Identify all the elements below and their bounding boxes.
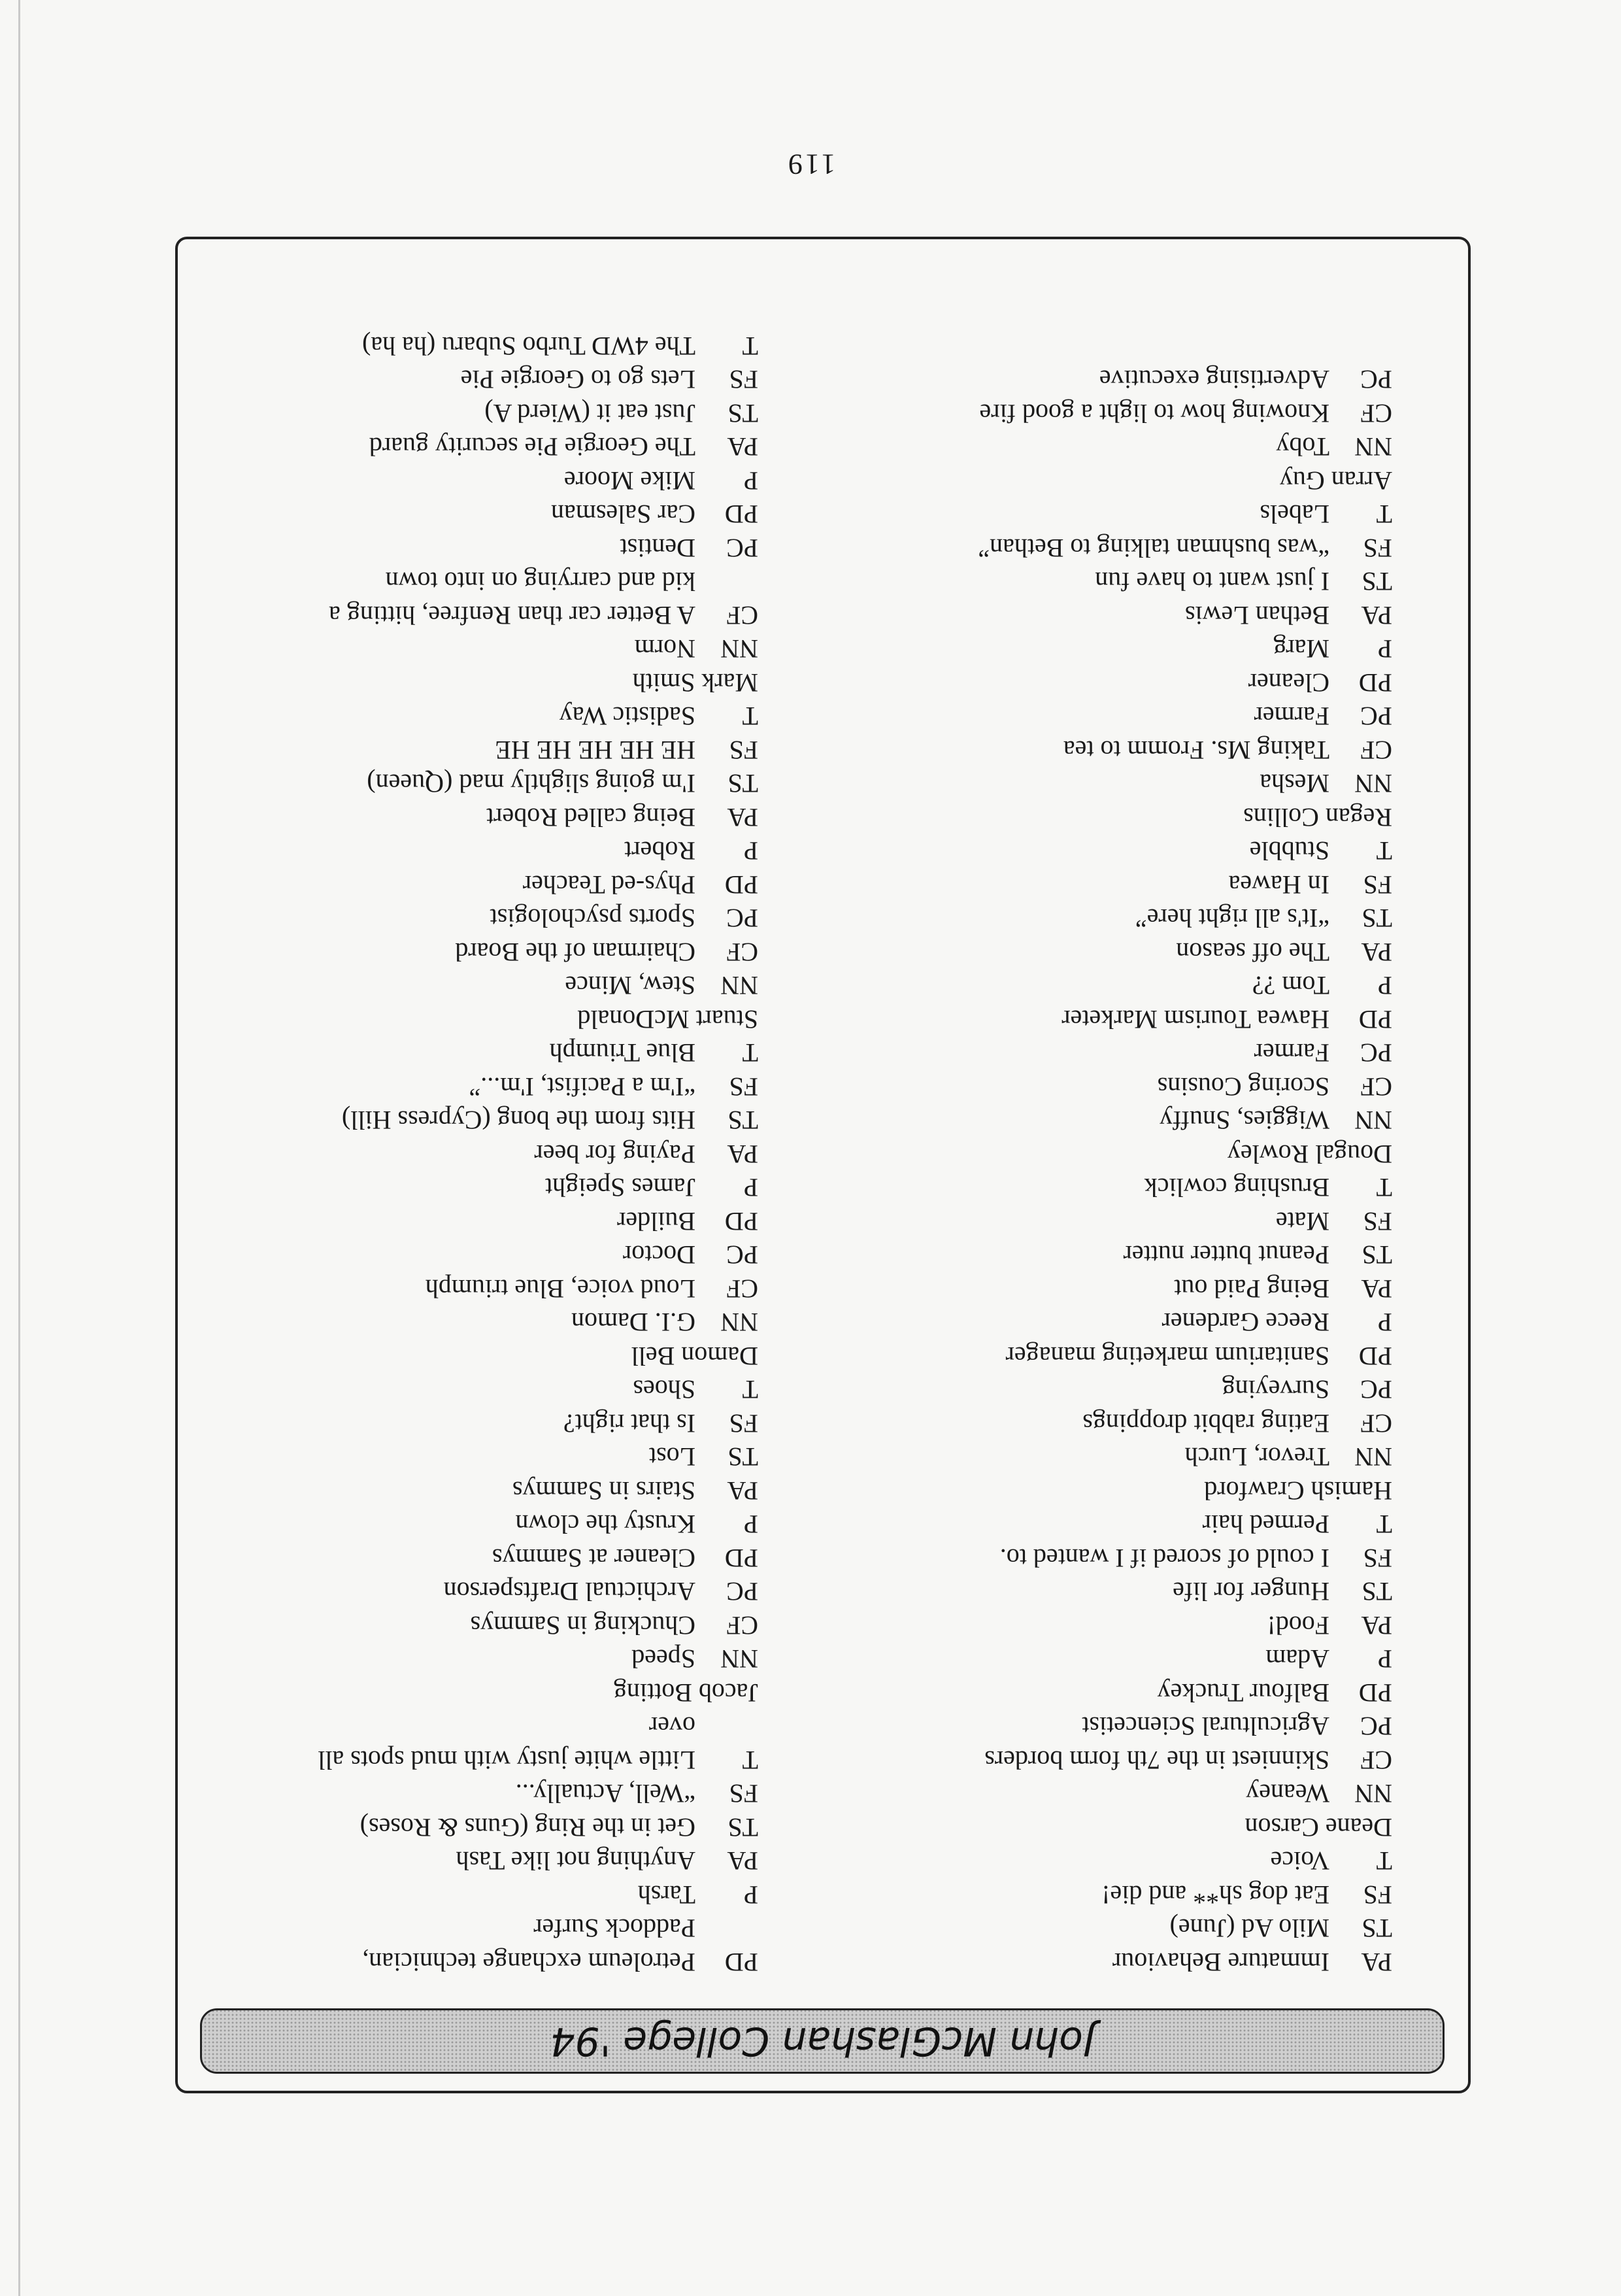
entry-label: P — [1377, 634, 1392, 664]
entry-text: Wiggies, Snuffy — [1160, 1106, 1329, 1136]
entry-label: P — [743, 1173, 758, 1203]
entry-label: T — [742, 1375, 758, 1405]
entry-text: James Speight — [545, 1173, 695, 1203]
entry-text: Chairman of the Board — [455, 937, 695, 967]
entry-row — [784, 1440, 1392, 1474]
entry-row — [784, 1340, 1392, 1374]
entry-row — [784, 1542, 1392, 1576]
entry-text: Lost — [648, 1442, 695, 1472]
entry-text: Reece Gardener — [1161, 1308, 1329, 1338]
entry-label: P — [743, 1510, 758, 1540]
entry-row — [784, 1373, 1392, 1407]
entry-text: Stew, Mince — [565, 971, 695, 1001]
entry-label: T — [742, 701, 758, 732]
entry-text: Adam — [1265, 1644, 1329, 1674]
entry-row — [190, 902, 758, 936]
entry-label: PC — [726, 1577, 758, 1607]
entry-text: Krusty the clown — [515, 1510, 695, 1540]
entry-row — [784, 1036, 1392, 1070]
entry-text-continued: kid and carrying on into town — [385, 567, 695, 597]
entry-text: Just eat it (Wierd A) — [484, 399, 695, 428]
entry-row — [190, 1642, 758, 1676]
entry-label: PD — [1358, 668, 1392, 698]
entry-row — [784, 1844, 1392, 1878]
entry-row — [784, 1070, 1392, 1104]
entry-row — [190, 1171, 758, 1205]
entry-text: Sanitarium marketing manager — [1005, 1342, 1329, 1371]
entry-label: NN — [720, 634, 758, 664]
entry-label: CF — [726, 1611, 758, 1640]
entry-row — [784, 1642, 1392, 1676]
entry-label: TS — [1362, 567, 1392, 597]
entry-label: P — [1377, 1644, 1392, 1674]
entry-row — [190, 1542, 758, 1576]
entry-row — [784, 834, 1392, 868]
entry-row — [784, 1306, 1392, 1340]
entry-row — [784, 1710, 1392, 1744]
student-entry — [190, 1710, 758, 1979]
right-column — [190, 329, 758, 1980]
entry-row — [784, 1777, 1392, 1811]
entry-label: T — [742, 331, 758, 361]
entry-text: The Georgie Pie security guard — [369, 432, 695, 462]
entry-row — [784, 1744, 1392, 1778]
entry-row — [190, 1138, 758, 1172]
entry-label: CF — [726, 601, 758, 630]
entry-text: Robert — [624, 836, 695, 866]
entry-label: PA — [1361, 1948, 1392, 1977]
entry-text: Shoes — [633, 1375, 695, 1405]
entry-row — [784, 565, 1392, 599]
entry-text: HE HE HE HE HE — [495, 735, 695, 765]
entry-text: Trevor, Lurch — [1184, 1442, 1329, 1472]
entry-row — [190, 1575, 758, 1609]
entry-row — [784, 1407, 1392, 1441]
entry-label: TS — [727, 1106, 758, 1136]
student-entry — [190, 700, 758, 1036]
entry-label: PA — [727, 1846, 758, 1876]
entry-row — [784, 632, 1392, 666]
entry-text: Agricultural Sciencetist — [1082, 1712, 1329, 1742]
entry-text: Little white justy with mud spots all — [318, 1746, 695, 1775]
entry-text: Is that right? — [563, 1409, 695, 1438]
student-entry — [784, 363, 1392, 498]
entry-row — [190, 1070, 758, 1104]
entry-row — [784, 498, 1392, 532]
entry-row — [190, 1272, 758, 1306]
entry-text: Bethan Lewis — [1184, 601, 1329, 630]
entry-label: PC — [726, 533, 758, 563]
entry-row — [190, 969, 758, 1003]
entry-text: Hawea Tourism Marketer — [1061, 1005, 1329, 1034]
entry-row — [190, 363, 758, 397]
student-entry — [784, 1844, 1392, 1979]
entry-row — [190, 1811, 758, 1845]
entry-text: Lets go to Georgie Pie — [460, 365, 695, 395]
entry-label: TS — [1362, 903, 1392, 934]
entry-text: Advertising executive — [1099, 365, 1329, 395]
entry-row — [784, 868, 1392, 902]
entry-label: PD — [1358, 1678, 1392, 1708]
entry-label: CF — [1360, 1409, 1392, 1438]
entry-text: Cleaner — [1248, 668, 1329, 698]
entry-text: Immature Behaviour — [1112, 1948, 1329, 1977]
entry-label: NN — [1354, 1442, 1392, 1472]
entry-row — [190, 1238, 758, 1272]
entry-text: Toby — [1276, 432, 1329, 462]
entry-text: Knowing how to light a good fire — [979, 399, 1329, 428]
entry-label: FS — [729, 1779, 758, 1809]
entry-label: PD — [724, 870, 758, 900]
entry-text: “Well, Actually... — [515, 1779, 695, 1809]
entry-label: P — [743, 1880, 758, 1910]
entry-row — [190, 430, 758, 464]
entry-label: FS — [729, 365, 758, 395]
entry-row — [784, 599, 1392, 633]
entry-label: TS — [727, 1442, 758, 1472]
entry-text: Sadistic Way — [559, 701, 695, 732]
entry-row — [784, 700, 1392, 734]
entry-label: TS — [727, 399, 758, 428]
entry-text: A Better car than Renfree, hitting a — [329, 601, 695, 630]
entry-text: Surveying — [1222, 1375, 1329, 1405]
entry-text: In Hawea — [1228, 870, 1329, 900]
entry-row — [784, 1171, 1392, 1205]
entry-row — [784, 430, 1392, 464]
entry-text: Doctor — [622, 1240, 695, 1270]
entry-label: PC — [1360, 1375, 1392, 1405]
entry-label: CF — [726, 1274, 758, 1304]
entry-text: Voice — [1270, 1846, 1329, 1876]
entry-label: PD — [724, 1544, 758, 1573]
entry-row — [190, 329, 758, 363]
entry-text: Tarsh — [637, 1880, 695, 1910]
student-name: Regan Collins — [1243, 803, 1392, 832]
entry-label: PA — [727, 432, 758, 462]
entry-row — [190, 1609, 758, 1643]
entry-row — [784, 363, 1392, 397]
entry-row — [190, 734, 758, 768]
entry-text-continued: over — [648, 1712, 695, 1742]
student-entry — [190, 329, 758, 700]
entry-row — [784, 969, 1392, 1003]
entry-text: Blue Triumph — [549, 1038, 695, 1068]
entry-text: Dentist — [620, 533, 695, 563]
entry-label: NN — [1354, 1779, 1392, 1809]
entry-text: “was bushman talking to Bethan” — [978, 533, 1329, 563]
entry-row — [784, 1609, 1392, 1643]
student-name: Hamish Crawford — [1204, 1476, 1392, 1506]
entry-label: T — [1376, 1173, 1392, 1203]
entry-label: PA — [1361, 1611, 1392, 1640]
entry-label: PC — [726, 903, 758, 934]
entry-row — [784, 666, 1392, 700]
left-column — [784, 363, 1392, 1979]
entry-text: Tom ?? — [1252, 971, 1329, 1001]
entry-text: Marg — [1273, 634, 1329, 664]
entry-label: CF — [1360, 1746, 1392, 1775]
student-entry — [190, 1373, 758, 1710]
entry-label: CF — [1360, 735, 1392, 765]
entry-label: CF — [1360, 399, 1392, 428]
entry-row — [190, 1508, 758, 1542]
entry-label: TS — [1362, 1914, 1392, 1944]
entry-row — [784, 767, 1392, 801]
entry-label: NN — [1354, 432, 1392, 462]
entry-row — [190, 599, 758, 633]
entry-row — [784, 1003, 1392, 1037]
entry-row — [784, 1575, 1392, 1609]
student-name: Jacob Botting — [613, 1678, 758, 1708]
entry-label: T — [1376, 836, 1392, 866]
entry-label: TS — [727, 1813, 758, 1842]
entry-text: Farmer — [1254, 701, 1329, 732]
entry-label: PD — [1358, 1005, 1392, 1034]
entry-row — [190, 767, 758, 801]
title-banner — [200, 2008, 1445, 2074]
entry-label: FS — [729, 735, 758, 765]
entry-label: TS — [1362, 1577, 1392, 1607]
entry-text: “It's all right here” — [1135, 903, 1329, 934]
entry-text: Car Salesman — [550, 499, 695, 530]
entry-label: NN — [720, 1308, 758, 1338]
student-name: Stuart McDonald — [577, 1005, 758, 1034]
student-name: Damon Bell — [631, 1342, 758, 1371]
entry-text: Skinniest in the 7th form borders — [984, 1746, 1329, 1775]
entry-row — [784, 1912, 1392, 1946]
entry-text: Mesha — [1260, 769, 1329, 799]
entry-label: FS — [729, 1409, 758, 1438]
entry-row — [784, 397, 1392, 431]
scan-edge-line — [18, 0, 20, 2296]
entry-row — [190, 1306, 758, 1340]
entry-text: Mike Moore — [563, 466, 695, 496]
entry-text: Phys-ed Teacher — [522, 870, 695, 900]
entry-text: G.I. Damon — [571, 1308, 695, 1338]
entry-label: PD — [724, 1948, 758, 1977]
entry-row — [784, 1238, 1392, 1272]
entry-label: NN — [720, 971, 758, 1001]
entry-text: Permed hair — [1202, 1510, 1329, 1540]
entry-label: PA — [727, 803, 758, 832]
entry-label: FS — [1363, 1880, 1392, 1910]
entry-row — [190, 1373, 758, 1407]
entry-label: PC — [1360, 1712, 1392, 1742]
entry-text: Mate — [1275, 1207, 1329, 1236]
entry-row — [190, 1036, 758, 1070]
entry-row — [784, 1104, 1392, 1138]
entry-label: PC — [1360, 701, 1392, 732]
entry-row — [784, 936, 1392, 970]
entry-label: PA — [1361, 1274, 1392, 1304]
entry-row — [784, 1946, 1392, 1980]
entry-label: PA — [727, 1476, 758, 1506]
entry-row — [190, 498, 758, 532]
entry-text: Loud voice, Blue triumph — [425, 1274, 695, 1304]
entry-row — [190, 801, 758, 835]
entry-row — [190, 632, 758, 666]
entry-row — [190, 1946, 758, 1980]
student-entry — [784, 1171, 1392, 1508]
student-entry — [190, 1036, 758, 1373]
student-name: Mark Smith — [632, 668, 758, 698]
entry-label: T — [1376, 1846, 1392, 1876]
entry-text: Labels — [1260, 499, 1329, 530]
entry-label: T — [1376, 1510, 1392, 1540]
entry-text: Hunger for life — [1173, 1577, 1329, 1607]
entry-label: CF — [1360, 1072, 1392, 1102]
entry-label: P — [1377, 971, 1392, 1001]
entry-text: Milo Ad (June) — [1169, 1914, 1329, 1944]
entry-row — [190, 700, 758, 734]
entry-text: Farmer — [1254, 1038, 1329, 1068]
entry-text: Stubble — [1249, 836, 1329, 866]
entry-row — [784, 1676, 1392, 1710]
entry-label: P — [743, 836, 758, 866]
entry-text: Being Paid out — [1174, 1274, 1329, 1304]
entry-text: I'm going slightly mad (Queen) — [367, 769, 695, 799]
entry-text: Sports psychologist — [490, 903, 695, 934]
entry-row — [190, 1104, 758, 1138]
student-name: Arran Guy — [1279, 466, 1392, 496]
entry-text: I just want to have fun — [1095, 567, 1329, 597]
entry-text: Hits from the bong (Cypress Hill) — [341, 1106, 695, 1136]
entry-text: The off season — [1176, 937, 1329, 967]
entry-label: PD — [724, 499, 758, 530]
entry-text-continued: Paddock Surfer — [533, 1914, 695, 1944]
entry-text: Cleaner at Sammys — [492, 1544, 695, 1573]
entry-row — [190, 1407, 758, 1441]
student-entry — [784, 1508, 1392, 1844]
entry-label: T — [742, 1746, 758, 1775]
entry-row — [784, 1272, 1392, 1306]
entry-label: PA — [1361, 937, 1392, 967]
entry-label: FS — [1363, 1544, 1392, 1573]
entry-text: Norm — [634, 634, 695, 664]
entry-text: Balfour Truckey — [1157, 1678, 1329, 1708]
entry-label: FS — [1363, 533, 1392, 563]
entry-row — [190, 1744, 758, 1778]
entry-text: Anything not like Tash — [456, 1846, 695, 1876]
entry-text: Peanut butter nutter — [1123, 1240, 1329, 1270]
entry-row — [190, 1844, 758, 1878]
student-entry — [784, 498, 1392, 834]
entry-text: Speed — [631, 1644, 695, 1674]
entry-label: NN — [1354, 1106, 1392, 1136]
entry-text: Stairs in Sammys — [512, 1476, 695, 1506]
entry-label: CF — [726, 937, 758, 967]
entry-text: Petroleum exchange technician, — [362, 1948, 695, 1977]
entry-label: FS — [729, 1072, 758, 1102]
entry-label: NN — [1354, 769, 1392, 799]
entry-text: The 4WD Turbo Subaru (ha ha) — [362, 331, 695, 361]
entry-row — [190, 397, 758, 431]
entry-row — [190, 834, 758, 868]
entry-row — [190, 532, 758, 566]
entry-text: Brushing cowlick — [1144, 1173, 1329, 1203]
entry-row — [190, 464, 758, 498]
entry-label: PD — [724, 1207, 758, 1236]
entry-label: PA — [727, 1140, 758, 1169]
entry-label: PC — [1360, 365, 1392, 395]
entry-row — [784, 902, 1392, 936]
entry-label: PC — [726, 1240, 758, 1270]
page-number: 119 — [785, 148, 836, 180]
entry-text: “I'm a Pacifist, I'm...” — [469, 1072, 695, 1102]
entry-label: P — [1377, 1308, 1392, 1338]
entry-label: NN — [720, 1644, 758, 1674]
student-entry — [784, 834, 1392, 1171]
entry-text: Eat dog sh** and die! — [1101, 1880, 1329, 1910]
entry-text: I could of scored if I wanted to. — [999, 1544, 1329, 1573]
entry-label: T — [742, 1038, 758, 1068]
entry-label: T — [1376, 499, 1392, 530]
entry-label: FS — [1363, 1207, 1392, 1236]
entry-text: Paying for beer — [534, 1140, 695, 1169]
entry-label: PD — [1358, 1342, 1392, 1371]
entry-text: Being called Robert — [486, 803, 695, 832]
entry-text: Get in the Ring (Guns & Roses) — [359, 1813, 695, 1842]
entry-text: Builder — [617, 1207, 695, 1236]
entry-label: PC — [1360, 1038, 1392, 1068]
entry-label: PA — [1361, 601, 1392, 630]
entry-row — [784, 1878, 1392, 1912]
entry-text: Eating rabbit droppings — [1082, 1409, 1329, 1438]
entry-row — [784, 532, 1392, 566]
entry-row — [190, 1878, 758, 1912]
entry-row — [190, 1474, 758, 1508]
entry-text: Weaney — [1246, 1779, 1329, 1809]
entry-label: FS — [1363, 870, 1392, 900]
entry-row — [190, 1777, 758, 1811]
page-title: John McGlashan College '94 — [550, 2018, 1095, 2064]
entry-label: P — [743, 466, 758, 496]
entry-label: TS — [1362, 1240, 1392, 1270]
entry-text: Archictual Draftsperson — [443, 1577, 695, 1607]
entry-row — [784, 1205, 1392, 1239]
entry-label: TS — [727, 769, 758, 799]
entry-row — [190, 1205, 758, 1239]
entry-text: Food! — [1267, 1611, 1329, 1640]
entry-row — [190, 936, 758, 970]
entry-row — [784, 734, 1392, 768]
student-name: Deane Carson — [1245, 1813, 1392, 1842]
entry-row — [190, 868, 758, 902]
entry-row — [784, 1508, 1392, 1542]
entry-row — [190, 1440, 758, 1474]
entry-text: Scoring Cousins — [1157, 1072, 1329, 1102]
entry-text: Taking Ms. Fromm to tea — [1063, 735, 1329, 765]
entry-text: Chucking in Sammys — [470, 1611, 695, 1640]
student-name: Dougal Rowley — [1227, 1140, 1392, 1169]
